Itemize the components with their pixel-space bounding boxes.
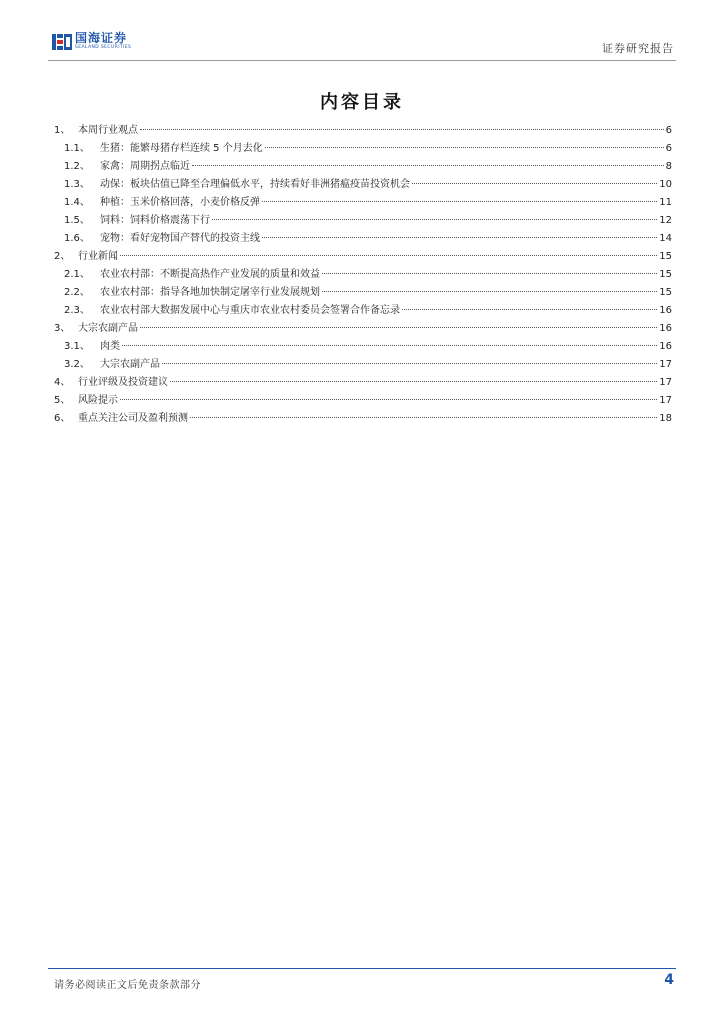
toc-entry-page: 15 [659, 287, 672, 298]
toc-entry-page: 16 [659, 323, 672, 334]
toc-leader-dots [140, 129, 664, 130]
toc-entry[interactable] [54, 122, 672, 140]
toc-entry-number: 3、 [54, 323, 71, 334]
toc-entry-title: 行业评级及投资建议 [78, 377, 168, 388]
toc-entry-page: 17 [659, 377, 672, 388]
toc-entry-title: 风险提示 [78, 395, 118, 406]
toc-leader-dots [322, 291, 657, 292]
toc-entry[interactable] [54, 212, 672, 230]
toc-leader-dots [140, 327, 657, 328]
toc-entry-title: 肉类 [100, 341, 120, 352]
toc-entry-number: 3.2、 [64, 359, 90, 370]
toc-entry-number: 2、 [54, 251, 71, 262]
toc-entry[interactable] [54, 302, 672, 320]
toc-leader-dots [170, 381, 657, 382]
toc-entry[interactable] [54, 410, 672, 428]
toc-entry-page: 8 [665, 161, 672, 172]
toc-entry-page: 6 [665, 125, 672, 136]
toc-entry-title: 动保：板块估值已降至合理偏低水平，持续看好非洲猪瘟疫苗投资机会 [100, 179, 410, 190]
toc-entry-page: 16 [659, 305, 672, 316]
toc-entry-title: 大宗农副产品 [100, 359, 160, 370]
toc-entry-page: 17 [659, 395, 672, 406]
toc-entry-number: 2.1、 [64, 269, 90, 280]
toc-entry-number: 1.6、 [64, 233, 90, 244]
toc-title: 内容目录 [320, 92, 404, 113]
sealand-logo-icon [52, 33, 72, 51]
toc-leader-dots [402, 309, 657, 310]
toc-entry[interactable] [54, 374, 672, 392]
toc-entry-number: 6、 [54, 413, 71, 424]
toc-entry[interactable] [54, 194, 672, 212]
toc-entry[interactable] [54, 320, 672, 338]
toc-leader-dots [262, 201, 657, 202]
toc-entry-number: 5、 [54, 395, 71, 406]
toc-entry-number: 1.3、 [64, 179, 90, 190]
toc-entry-page: 16 [659, 341, 672, 352]
toc-entry-title: 农业农村部：指导各地加快制定屠宰行业发展规划 [100, 287, 320, 298]
toc-entry-title: 生猪：能繁母猪存栏连续 5 个月去化 [100, 143, 263, 154]
toc-leader-dots [190, 417, 657, 418]
toc-leader-dots [120, 399, 657, 400]
toc-entry-page: 14 [659, 233, 672, 244]
page-footer [48, 968, 676, 993]
toc-entry[interactable] [54, 176, 672, 194]
toc-entry[interactable] [54, 338, 672, 356]
toc-entry[interactable] [54, 158, 672, 176]
logo-english-name: SEALAND SECURITIES [75, 45, 132, 50]
toc-entry-number: 1、 [54, 125, 71, 136]
toc-entry-title: 行业新闻 [78, 251, 118, 262]
toc-leader-dots [412, 183, 657, 184]
toc-entry-number: 1.2、 [64, 161, 90, 172]
toc-entry[interactable] [54, 284, 672, 302]
logo-chinese-name: 国海证券 [75, 31, 128, 45]
toc-entry-title: 饲料：饲料价格震荡下行 [100, 215, 210, 226]
toc-leader-dots [120, 255, 657, 256]
toc-entry[interactable] [54, 248, 672, 266]
toc-entry-page: 15 [659, 251, 672, 262]
disclaimer-note: 请务必阅读正文后免责条款部分 [54, 980, 201, 991]
toc-leader-dots [212, 219, 657, 220]
toc-leader-dots [262, 237, 657, 238]
toc-entry-number: 1.1、 [64, 143, 90, 154]
page-header [48, 30, 676, 61]
toc-entry-title: 种植：玉米价格回落，小麦价格反弹 [100, 197, 260, 208]
toc-entry[interactable] [54, 392, 672, 410]
toc-entry-number: 4、 [54, 377, 71, 388]
toc-entry-number: 2.2、 [64, 287, 90, 298]
toc-leader-dots [122, 345, 657, 346]
table-of-contents [54, 122, 672, 428]
toc-entry-title: 大宗农副产品 [78, 323, 138, 334]
toc-entry-page: 18 [659, 413, 672, 424]
toc-entry[interactable] [54, 356, 672, 374]
toc-entry-title: 农业农村部：不断提高热作产业发展的质量和效益 [100, 269, 320, 280]
toc-entry-number: 3.1、 [64, 341, 90, 352]
toc-entry-title: 农业农村部大数据发展中心与重庆市农业农村委员会签署合作备忘录 [100, 305, 400, 316]
toc-entry[interactable] [54, 266, 672, 284]
toc-entry-page: 17 [659, 359, 672, 370]
toc-entry-page: 6 [665, 143, 672, 154]
toc-entry[interactable] [54, 140, 672, 158]
toc-leader-dots [162, 363, 657, 364]
toc-entry-number: 2.3、 [64, 305, 90, 316]
toc-entry-title: 重点关注公司及盈利预测 [78, 413, 188, 424]
company-logo [52, 32, 131, 51]
toc-entry-number: 1.5、 [64, 215, 90, 226]
toc-entry[interactable] [54, 230, 672, 248]
toc-entry-title: 宠物：看好宠物国产替代的投资主线 [100, 233, 260, 244]
toc-entry-number: 1.4、 [64, 197, 90, 208]
toc-leader-dots [192, 165, 664, 166]
toc-entry-page: 10 [659, 179, 672, 190]
toc-leader-dots [322, 273, 657, 274]
toc-entry-title: 本周行业观点 [78, 125, 138, 136]
toc-entry-title: 家禽：周期拐点临近 [100, 161, 190, 172]
toc-entry-page: 12 [659, 215, 672, 226]
toc-entry-page: 15 [659, 269, 672, 280]
report-type-label: 证券研究报告 [602, 42, 674, 55]
page-number: 4 [664, 972, 674, 988]
toc-entry-page: 11 [659, 197, 672, 208]
toc-leader-dots [265, 147, 664, 148]
